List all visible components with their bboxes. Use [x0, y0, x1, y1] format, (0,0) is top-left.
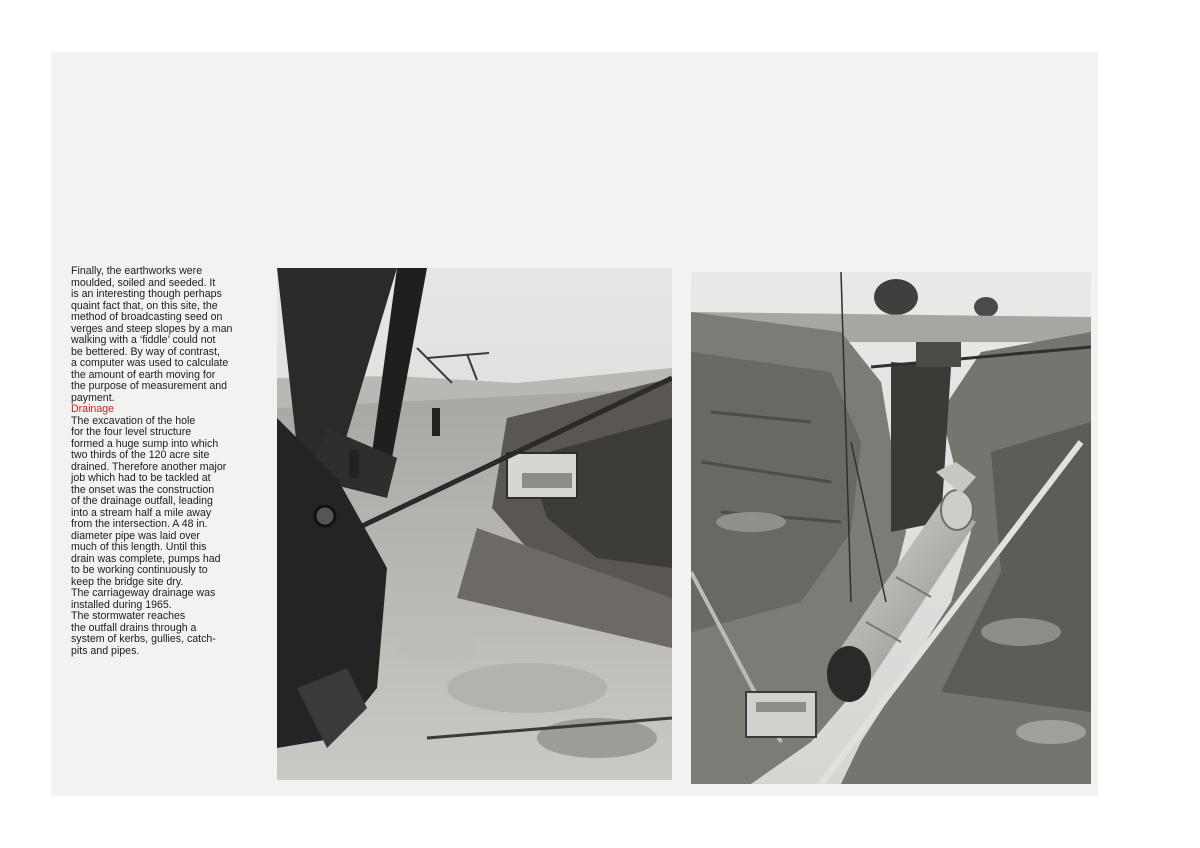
body-text-column: [71, 266, 267, 657]
paragraph-earthworks: Finally, the earthworks were moulded, soiled and seeded. It is an interesting though perhaps quaint fact that, on this site, the method of broadcasting seed on verges and steep slopes by a man walking with a ‘fiddle’ could not be bettered. By way of contrast, a computer was used to calculate the amount of earth moving for the purpose of measurement and payment.: [71, 265, 233, 404]
excavator-scene-illustration: [277, 268, 672, 780]
section-heading-drainage: Drainage: [71, 403, 114, 415]
drainage-trench-photo-icon: [691, 272, 1091, 784]
excavator-photo-icon: [277, 268, 672, 780]
document-page: [51, 52, 1098, 796]
drainage-trench-illustration: [691, 272, 1091, 784]
paragraph-drainage: The excavation of the hole for the four level structure formed a huge sump into which two thirds of the 120 acre site drained. Therefore another major job which had to be tackled at the onset was the construction of the drainage outfall, leading into a stream half a mile away from the intersection. A 48 in. diameter pipe was laid over much of this length. Until this drain was complete, pumps had to be working continuously to keep the bridge site dry. The carriageway drainage was installed during 1965. The stormwater reaches the outfall drains through a system of kerbs, gullies, catch- pits and pipes.: [71, 414, 227, 657]
